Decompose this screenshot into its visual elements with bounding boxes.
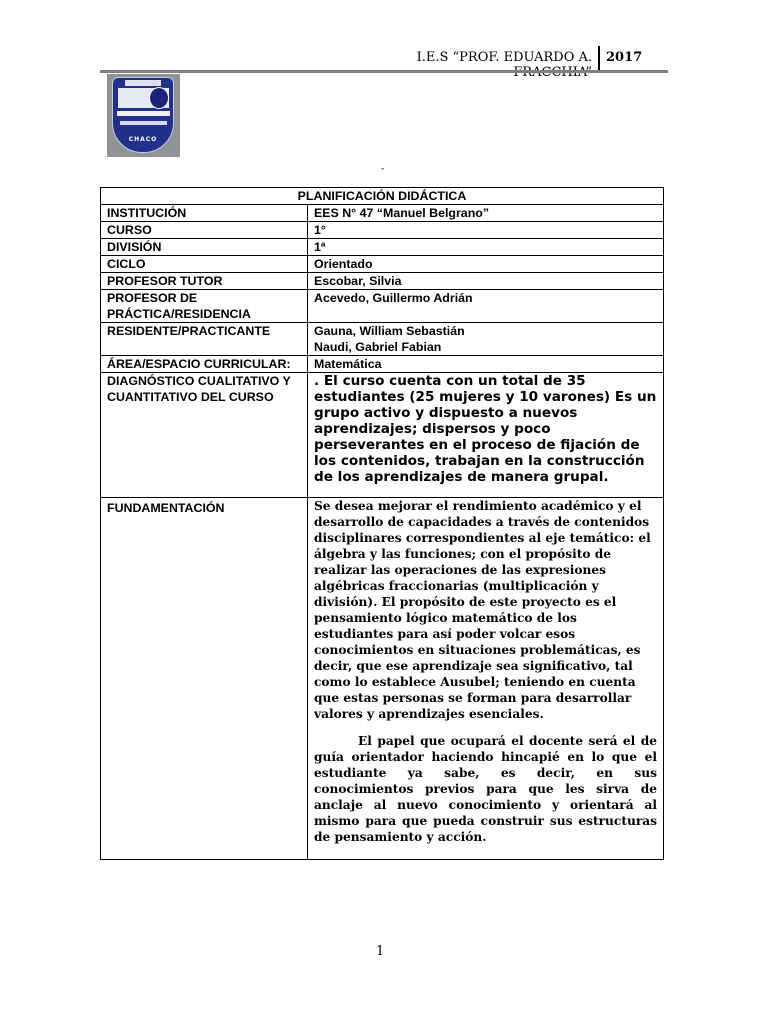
row-label: PROFESOR DE PRÁCTICA/RESIDENCIA [101, 290, 308, 323]
fundamentation-paragraph: El papel que ocupará el docente será el de guía orientador haciendo hincapié en lo que el estudiante ya sabe, es decir, en sus conocimientos previos para que les sirva de anclaje al nuevo conocimiento y orientará al mismo para que pueda construir sus estructuras de pensamiento y acción. [314, 734, 657, 844]
row-value: Matemática [308, 356, 664, 373]
header-rule [100, 70, 668, 73]
table-title: PLANIFICACIÓN DIDÁCTICA [101, 188, 664, 205]
planning-table [100, 187, 664, 860]
table-row [101, 256, 664, 273]
header-separator [598, 46, 600, 70]
row-label: CURSO [101, 222, 308, 239]
table-row [101, 373, 664, 498]
table-row [101, 222, 664, 239]
row-value [308, 323, 664, 356]
crest-shield [112, 77, 174, 153]
row-value: EES N° 47 “Manuel Belgrano” [308, 205, 664, 222]
table-row [101, 323, 664, 356]
row-label: CICLO [101, 256, 308, 273]
table-title-row [101, 188, 664, 205]
row-value: 1° [308, 222, 664, 239]
fundamentation-paragraph: Se desea mejorar el rendimiento académico y el desarrollo de capacidades a través de contenidos disciplinares correspondientes al eje temático: el álgebra y las funciones; con el propósito de realizar las operaciones de las expresiones algébricas fraccionarias (multiplicación y división). El propósito de este proyecto es el pensamiento lógico matemático de los estudiantes para así poder volcar esos conocimientos en situaciones problemáticas, es decir, que ese aprendizaje sea significativo, tal como lo establece Ausubel; teniendo en cuenta que estas personas se forman para desarrollar valores y aprendizajes esenciales. [314, 499, 651, 721]
header-institution: I.E.S “PROF. EDUARDO A. [416, 50, 592, 65]
table-row [101, 356, 664, 373]
separator-mark: - [381, 164, 385, 174]
row-label: PROFESOR TUTOR [101, 273, 308, 290]
table-row [101, 290, 664, 323]
diagnosis-text: . El curso cuenta con un total de 35 estudiantes (25 mujeres y 10 varones) Es un grupo activo y dispuesto a nuevos aprendizajes; dispersos y poco perseverantes en el proceso de fijación de los contenidos, trabajan en la construcción de los aprendizajes de manera grupal. [308, 373, 664, 498]
header-year: 2017 [606, 50, 643, 65]
row-value: 1ª [308, 239, 664, 256]
table-row [101, 273, 664, 290]
table-row [101, 498, 664, 860]
page-number: 1 [376, 944, 385, 959]
row-label: DIAGNÓSTICO CUALITATIVO Y CUANTITATIVO DEL CURSO [101, 373, 308, 498]
crest-text: CHACO [128, 136, 158, 143]
row-label: DIVISIÓN [101, 239, 308, 256]
row-value: Escobar, Silvia [308, 273, 664, 290]
school-crest-icon [107, 74, 180, 157]
row-label: FUNDAMENTACIÓN [101, 498, 308, 860]
globe-icon [149, 87, 169, 109]
row-label: INSTITUCIÓN [101, 205, 308, 222]
resident-name: Gauna, William Sebastián [314, 324, 465, 338]
resident-name: Naudi, Gabriel Fabian [314, 340, 442, 354]
table-row [101, 239, 664, 256]
table-row [101, 205, 664, 222]
row-value: Orientado [308, 256, 664, 273]
row-value: Acevedo, Guillermo Adrián [308, 290, 664, 323]
fundamentation-cell [308, 498, 664, 860]
row-label: RESIDENTE/PRACTICANTE [101, 323, 308, 356]
row-label: ÁREA/ESPACIO CURRICULAR: [101, 356, 308, 373]
